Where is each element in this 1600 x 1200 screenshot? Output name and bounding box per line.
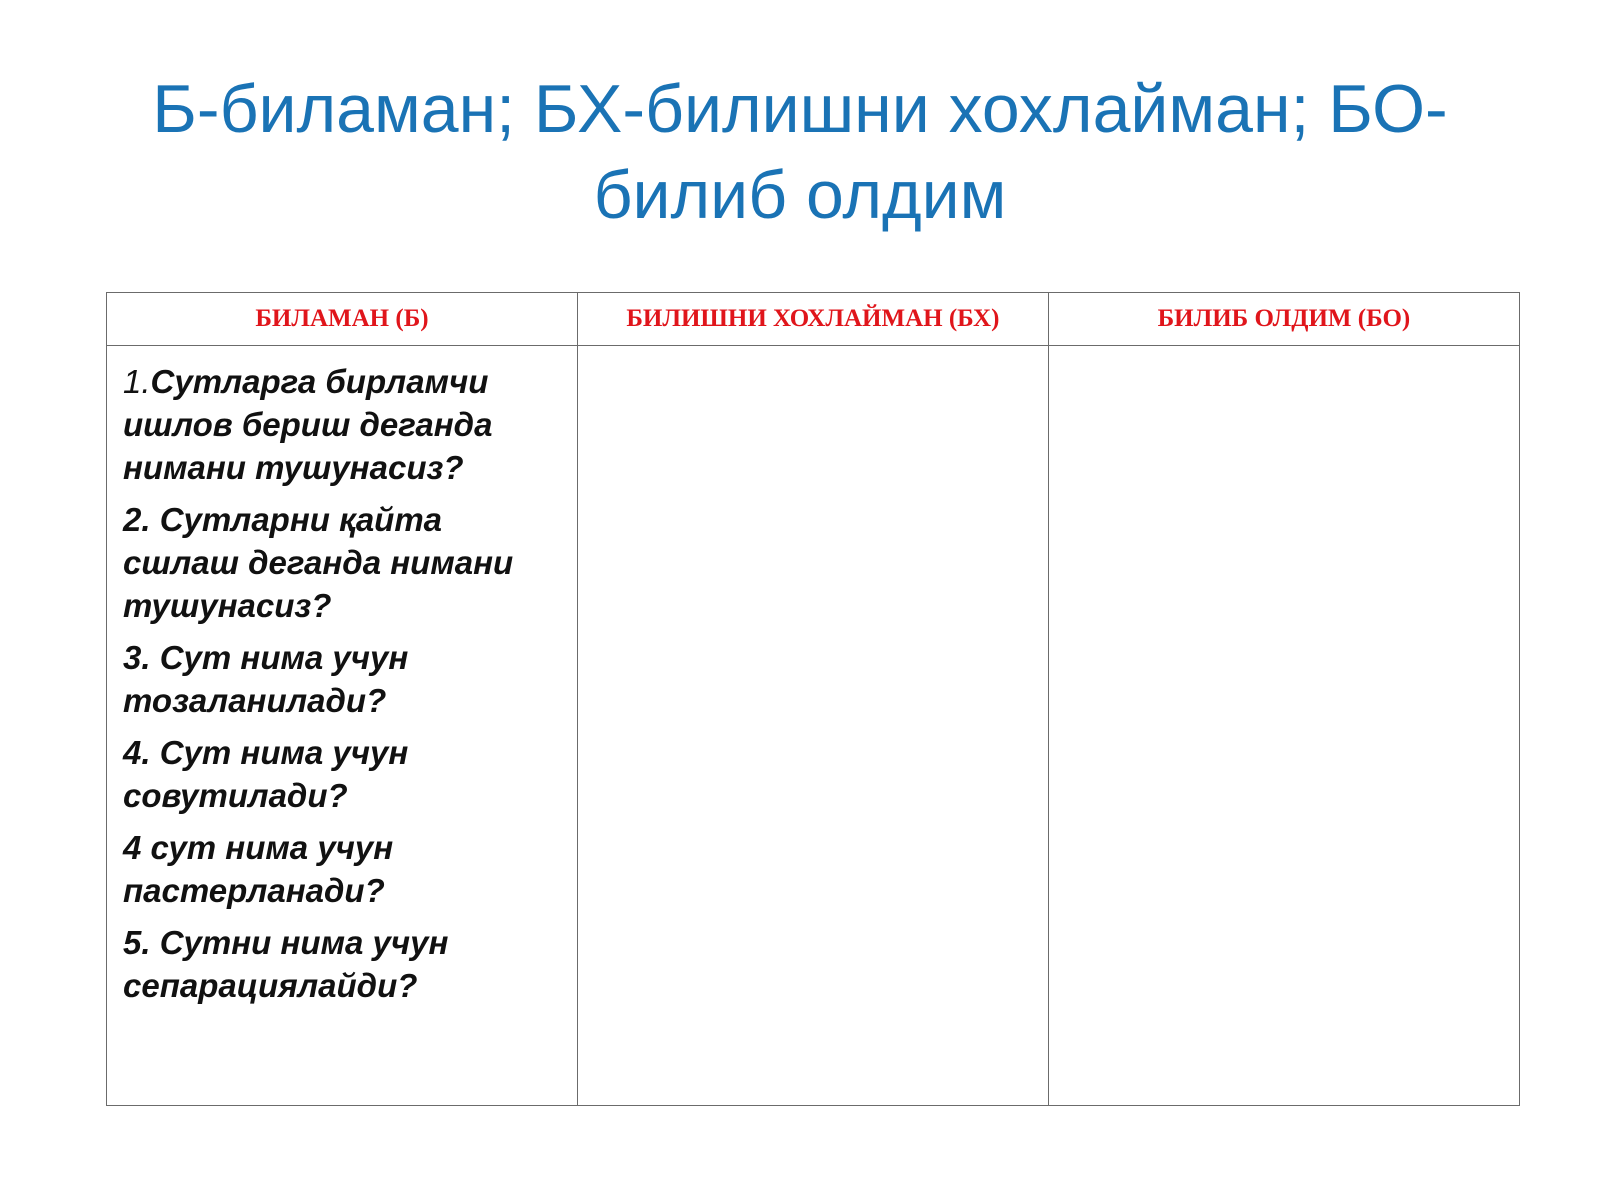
header-learned: БИЛИБ ОЛДИМ (БО) — [1048, 293, 1519, 346]
question-number: 4 — [123, 829, 142, 866]
question-number: 3. — [123, 639, 151, 676]
question-text: Сут нима учун совутилади? — [123, 734, 409, 814]
question-text: Сут нима учун тозаланилади? — [123, 639, 409, 719]
question-item — [123, 731, 561, 817]
table-body-row — [107, 346, 1520, 1106]
question-number: 1. — [123, 363, 151, 400]
question-item — [123, 826, 561, 912]
want-to-know-cell — [577, 346, 1048, 1106]
header-want-to-know: БИЛИШНИ ХОХЛАЙМАН (БХ) — [577, 293, 1048, 346]
kwl-table — [106, 292, 1520, 1106]
question-text: сут нима учун пастерланади? — [123, 829, 394, 909]
question-number: 2. — [123, 501, 151, 538]
question-item — [123, 360, 561, 489]
header-know: БИЛАМАН (Б) — [107, 293, 578, 346]
question-item — [123, 498, 561, 627]
question-item — [123, 636, 561, 722]
question-text: Сутларга бирламчи ишлов бериш деганда нимани тушунасиз? — [123, 363, 493, 486]
question-item — [123, 921, 561, 1007]
learned-cell — [1048, 346, 1519, 1106]
question-text: Сутларни қайта сшлаш деганда нимани тушунасиз? — [123, 501, 514, 624]
question-text: Сутни нима учун сепарациялайди? — [123, 924, 449, 1004]
question-number: 4. — [123, 734, 151, 771]
slide-title: Б-биламан; БХ-билишни хохлайман; БО-билиб олдим — [152, 71, 1448, 233]
question-number: 5. — [123, 924, 151, 961]
know-cell — [107, 346, 578, 1106]
table-header-row — [107, 293, 1520, 346]
